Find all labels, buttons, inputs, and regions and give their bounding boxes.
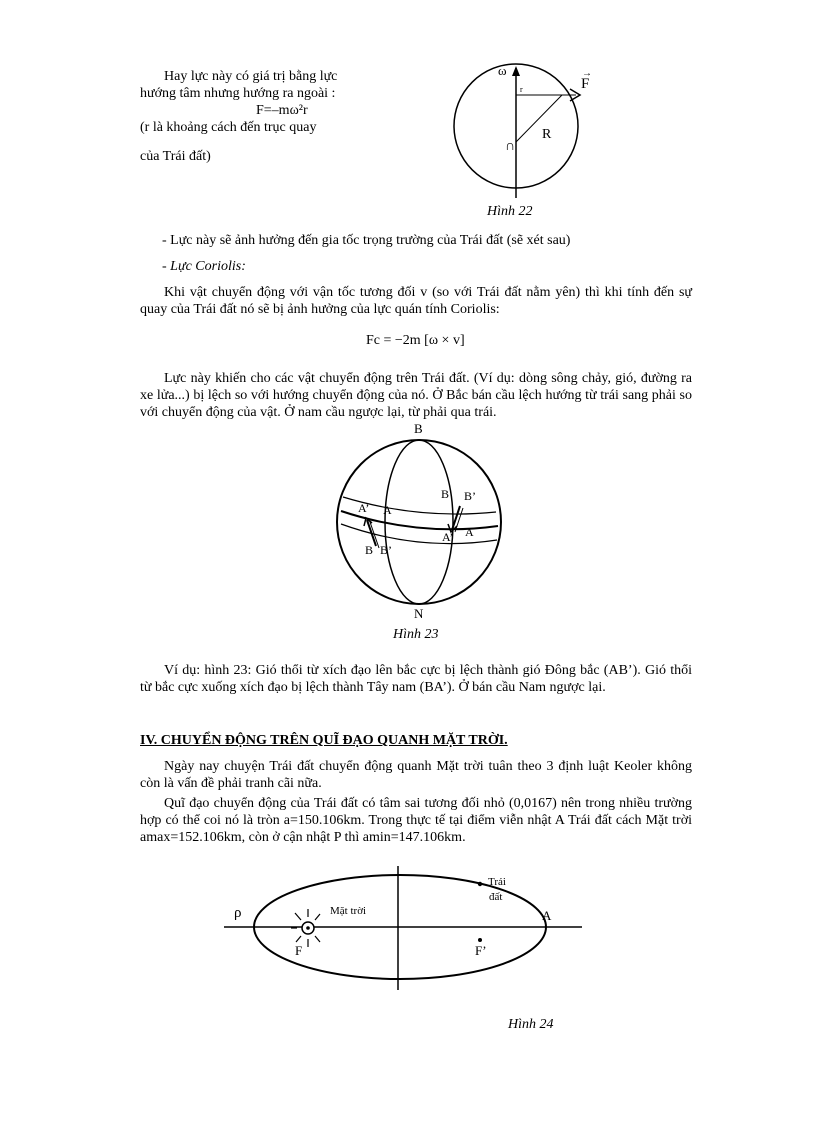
south-label: N — [414, 606, 424, 621]
globe-circle — [337, 440, 501, 604]
section-heading: IV. CHUYỂN ĐỘNG TRÊN QUĨ ĐẠO QUANH MẶT TRỜI. — [140, 733, 508, 748]
north-label: B — [414, 421, 423, 436]
r-big-label: R — [542, 127, 552, 142]
para-deflection: Lực này khiến cho các vật chuyển động trên Trái đất. (Ví dụ: dòng sông chảy, gió, đường ra xe lửa...) bị lệch so với hướng chuyển động của nó. Ở Bắc bán cầu lệch hướng từ trái sang phải so với chuyển động của vật. Ở nam cầu ngược lại, từ phải qua trái. — [140, 371, 692, 420]
label-b-1: B — [441, 487, 450, 501]
earth-label-1: Trái — [488, 876, 506, 888]
para-coriolis: Khi vật chuyển động với vận tốc tương đối v (so với Trái đất nằm yên) thì khi tính đến sự quay của Trái đất nó sẽ bị ảnh hưởng của lực quán tính Coriolis: — [140, 285, 692, 317]
figure-24-caption: Hình 24 — [508, 1017, 554, 1032]
figure-23 — [330, 420, 510, 625]
label-b-prime-2: B’ — [380, 543, 392, 557]
r-small-label: r — [520, 85, 523, 94]
intro-line-2: hướng tâm nhưng hướng ra ngoài : — [140, 86, 336, 101]
para-example: Ví dụ: hình 23: Gió thổi từ xích đạo lên bắc cực bị lệch thành gió Đông bắc (AB’). Gió thổi từ bắc cực xuống xích đạo bị lệch thành Tây nam (BA’). Ở bán cầu Nam ngược lại. — [140, 663, 692, 695]
force-vector-mark: → — [582, 68, 592, 79]
label-a-prime-2: A’ — [442, 530, 454, 544]
intro-block — [140, 68, 470, 165]
earth-point — [478, 882, 482, 886]
bullet-coriolis: - Lực Coriolis: — [162, 259, 246, 274]
coriolis-formula: Fc = −2m [ω × v] — [366, 333, 465, 348]
perihelion-label: ρ — [234, 905, 242, 921]
figure-24 — [220, 862, 590, 1002]
center-label: ∩ — [505, 139, 516, 154]
earth-label-2: đất — [489, 891, 503, 903]
omega-label: ω — [498, 63, 507, 78]
label-a-2: A — [465, 525, 474, 539]
sun-center — [306, 926, 310, 930]
label-a-1: A — [383, 503, 392, 517]
bullet-1: - Lực này sẽ ảnh hưởng đến gia tốc trọng trường của Trái đất (sẽ xét sau) — [162, 233, 571, 248]
focus-1-label: F — [295, 943, 303, 958]
figure-23-caption: Hình 23 — [393, 627, 439, 642]
para-kepler: Ngày nay chuyện Trái đất chuyển động quanh Mặt trời tuân theo 3 định luật Keoler không còn là vấn đề phải tranh cãi nữa. — [140, 759, 692, 791]
focus-2-label: F’ — [475, 943, 487, 958]
intro-line-1: Hay lực này có giá trị bằng lực — [164, 69, 338, 84]
sun-label: Mặt trời — [330, 905, 367, 917]
meridian — [385, 440, 453, 604]
intro-line-4: của Trái đất) — [140, 149, 211, 164]
radius-line — [516, 95, 562, 142]
centrifugal-formula: F=–mω²r — [256, 103, 308, 118]
focus-2-point — [478, 938, 482, 942]
axis-arrow-icon — [512, 66, 520, 76]
label-b-prime-1: B’ — [464, 489, 476, 503]
aphelion-label: A — [542, 908, 552, 923]
force-label: F — [581, 76, 590, 92]
label-b-2: B — [365, 543, 374, 557]
figure-22-caption: Hình 22 — [487, 204, 533, 219]
label-a-prime-1: A’ — [358, 501, 370, 515]
figure-22 — [440, 60, 620, 200]
para-orbit: Quĩ đạo chuyển động của Trái đất có tâm sai tương đối nhỏ (0,0167) nên trong nhiều trường hợp có thể coi nó là tròn a=150.106km. Trong thực tế tại điểm viễn nhật A Trái đất cách Mặt trời amax=152.106km, còn ở cận nhật P thì amin=147.106km. — [140, 796, 692, 845]
intro-line-3: (r là khoảng cách đến trục quay — [140, 120, 317, 135]
